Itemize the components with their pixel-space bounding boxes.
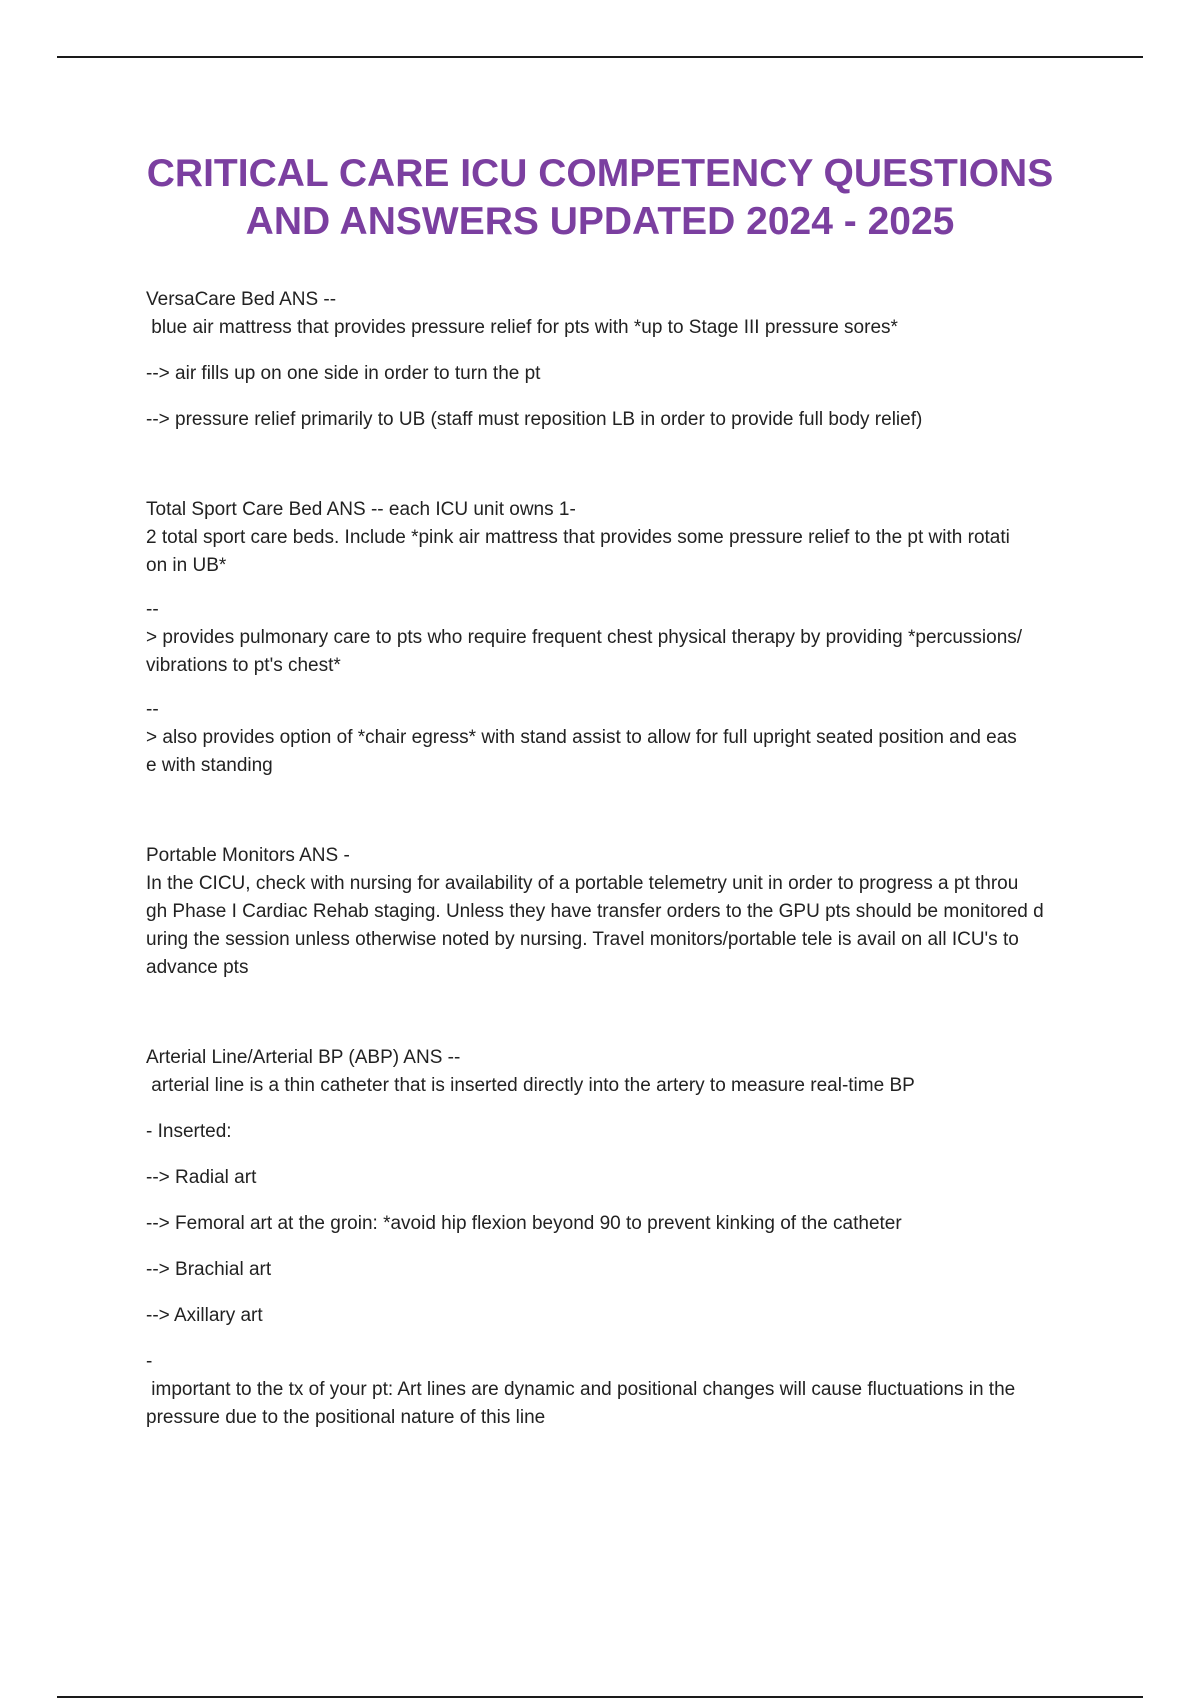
title-line-1: CRITICAL CARE ICU COMPETENCY QUESTIONS bbox=[146, 152, 1054, 195]
entry-answer-line: e with standing bbox=[146, 755, 273, 776]
entry-answer-line: --> air fills up on one side in order to turn the pt bbox=[146, 363, 541, 384]
entry-answer-line: --> Femoral art at the groin: *avoid hip flexion beyond 90 to prevent kinking of the catheter bbox=[146, 1213, 902, 1234]
entry-answer-line: pressure due to the positional nature of this line bbox=[146, 1407, 546, 1428]
entry-answer-line: 2 total sport care beds. Include *pink air mattress that provides some pressure relief to the pt with rotati bbox=[146, 527, 1010, 548]
entry-portable-monitors bbox=[146, 842, 1091, 982]
entry-answer-line: -- bbox=[146, 599, 159, 620]
entry-answer-line: vibrations to pt's chest* bbox=[146, 655, 341, 676]
entry-term: Total Sport Care Bed ANS -- each ICU unit owns 1- bbox=[146, 499, 576, 520]
entry-term: Arterial Line/Arterial BP (ABP) ANS -- bbox=[146, 1047, 461, 1068]
entry-answer-line: -- bbox=[146, 699, 159, 720]
entry-answer-line: > provides pulmonary care to pts who require frequent chest physical therapy by providing *percussions/ bbox=[146, 627, 1023, 648]
entry-answer-line: arterial line is a thin catheter that is inserted directly into the artery to measure real-time BP bbox=[146, 1075, 915, 1096]
entry-answer-line: advance pts bbox=[146, 957, 249, 978]
entry-term: Portable Monitors ANS - bbox=[146, 845, 350, 866]
entry-answer-line: uring the session unless otherwise noted by nursing. Travel monitors/portable tele is avail on all ICU's to bbox=[146, 929, 1019, 950]
bottom-rule bbox=[57, 1696, 1143, 1698]
document-body bbox=[146, 286, 1091, 1432]
entry-answer-line: --> Radial art bbox=[146, 1167, 257, 1188]
top-rule bbox=[57, 56, 1143, 58]
entry-answer-line: - Inserted: bbox=[146, 1121, 232, 1142]
entry-answer-line: --> Brachial art bbox=[146, 1259, 272, 1280]
entry-answer-line: --> Axillary art bbox=[146, 1305, 263, 1326]
entry-answer-line: important to the tx of your pt: Art lines are dynamic and positional changes will cause fluctuations in the bbox=[146, 1379, 1016, 1400]
entry-total-sport-care-bed bbox=[146, 496, 1091, 780]
title-line-2: AND ANSWERS UPDATED 2024 - 2025 bbox=[245, 200, 955, 243]
entry-arterial-line bbox=[146, 1044, 1091, 1432]
entry-answer-line: on in UB* bbox=[146, 555, 227, 576]
document-title bbox=[100, 150, 1100, 246]
entry-answer-line: gh Phase I Cardiac Rehab staging. Unless they have transfer orders to the GPU pts should be monitored d bbox=[146, 901, 1044, 922]
entry-answer-line: In the CICU, check with nursing for availability of a portable telemetry unit in order to progress a pt throu bbox=[146, 873, 1019, 894]
entry-answer-line: --> pressure relief primarily to UB (staff must reposition LB in order to provide full body relief) bbox=[146, 409, 923, 430]
entry-versacare-bed bbox=[146, 286, 1091, 434]
entry-term: VersaCare Bed ANS -- bbox=[146, 289, 337, 310]
entry-answer-line: > also provides option of *chair egress* with stand assist to allow for full upright seated position and eas bbox=[146, 727, 1017, 748]
entry-answer-line: blue air mattress that provides pressure relief for pts with *up to Stage III pressure sores* bbox=[146, 317, 898, 338]
entry-answer-line: - bbox=[146, 1351, 153, 1372]
